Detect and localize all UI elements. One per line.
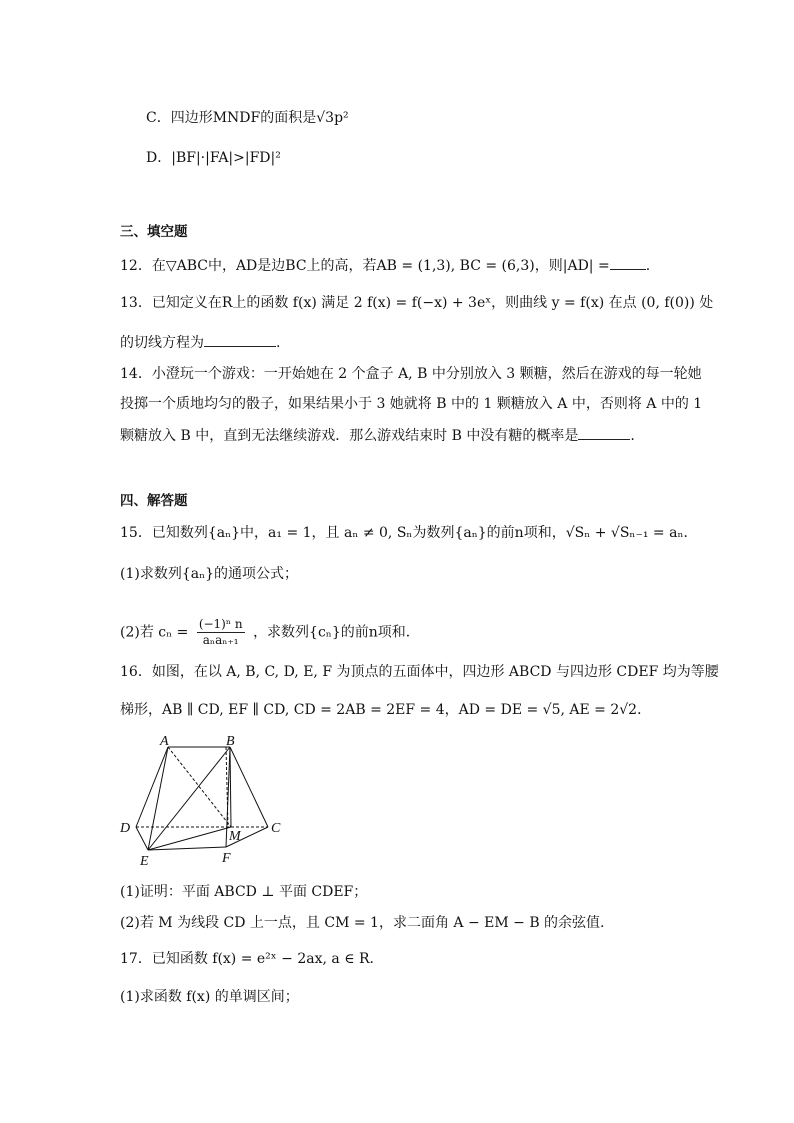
- edge-EF: [148, 847, 226, 850]
- vertex-label-M: M: [229, 829, 241, 844]
- question-13-line-1: 13．已知定义在R上的函数 f(x) 满足 2 f(x) = f(−x) + 3eˣ，则曲线 y = f(x) 在点 (0, f(0)) 处: [120, 295, 714, 311]
- question-14-line-3: [120, 425, 635, 446]
- question-15: 15．已知数列{aₙ}中，a₁ = 1，且 aₙ ≠ 0, Sₙ为数列{aₙ}的前n项和，√Sₙ + √Sₙ₋₁ = aₙ．: [120, 525, 698, 541]
- edge-EM: [148, 827, 231, 850]
- question-15-part-2-suffix: ，求数列{cₙ}的前n项和．: [253, 624, 420, 641]
- fraction-denominator: aₙaₙ₊₁: [202, 633, 239, 647]
- vertex-label-B: B: [226, 735, 235, 749]
- edge-AM-hidden: [168, 747, 231, 827]
- question-14-end: .: [630, 428, 635, 444]
- edge-BM: [230, 747, 231, 827]
- question-16-part-1: (1)证明：平面 ABCD ⊥ 平面 CDEF；: [120, 884, 368, 900]
- question-17-part-1: (1)求函数 f(x) 的单调区间；: [120, 989, 299, 1005]
- fraction-numerator: (−1)ⁿ n: [198, 617, 243, 631]
- question-12-text: 12．在▽ABC中，AD是边BC上的高，若AB = (1,3), BC = (6,3)，则|AD| =: [120, 258, 610, 274]
- question-14-line-1: 14．小澄玩一个游戏：一开始她在 2 个盒子 A, B 中分别放入 3 颗糖，然后在游戏的每一轮她: [120, 366, 702, 382]
- question-13-line-2-text: 的切线方程为: [120, 335, 204, 351]
- edge-AE: [148, 747, 168, 850]
- question-15-part-2-prefix: (2)若 cₙ =: [120, 624, 189, 641]
- edge-BC: [230, 747, 268, 827]
- vertex-label-A: A: [160, 735, 169, 749]
- question-14-line-2: 投掷一个质地均匀的骰子，如果结果小于 3 她就将 B 中的 1 颗糖放入 A 中，否则将 A 中的 1: [120, 396, 703, 412]
- answer-blank-14: [578, 425, 630, 440]
- vertex-label-F: F: [222, 851, 231, 866]
- answer-blank-13: [204, 332, 276, 347]
- answer-blank-12: [610, 255, 646, 270]
- edge-AD: [136, 747, 168, 827]
- question-13-line-2: [120, 332, 280, 353]
- question-15-part-1: (1)求数列{aₙ}的通项公式；: [120, 566, 299, 582]
- question-16-line-2: 梯形，AB ∥ CD, EF ∥ CD, CD = 2AB = 2EF = 4，AD = DE = √5, AE = 2√2．: [120, 702, 652, 718]
- question-13-end: .: [276, 335, 281, 351]
- edge-BE: [148, 747, 230, 850]
- question-17: 17．已知函数 f(x) = e²ˣ − 2ax, a ∈ R．: [120, 951, 384, 967]
- vertex-label-E: E: [140, 854, 149, 869]
- question-16-line-1: 16．如图，在以 A, B, C, D, E, F 为顶点的五面体中，四边形 ABCD 与四边形 CDEF 均为等腰: [120, 664, 719, 680]
- question-14-line-3-text: 颗糖放入 B 中，直到无法继续游戏．那么游戏结束时 B 中没有糖的概率是: [120, 428, 579, 444]
- vertex-label-D: D: [120, 821, 131, 836]
- option-d: D．|BF|·|FA|>|FD|²: [146, 150, 281, 166]
- option-c: C．四边形MNDF的面积是√3p²: [146, 110, 349, 126]
- section-fill-blank-heading: 三、填空题: [120, 224, 188, 240]
- question-16-part-2: (2)若 M 为线段 CD 上一点，且 CM = 1，求二面角 A − EM − B 的余弦值.: [120, 915, 605, 931]
- pentahedron-figure: [118, 735, 288, 870]
- edge-DE: [136, 827, 148, 850]
- question-12: [120, 255, 650, 276]
- question-15-part-2: [120, 617, 420, 648]
- section-solve-heading: 四、解答题: [120, 493, 188, 509]
- fraction: [197, 617, 245, 648]
- question-12-end: .: [645, 258, 651, 274]
- vertex-label-C: C: [271, 821, 281, 836]
